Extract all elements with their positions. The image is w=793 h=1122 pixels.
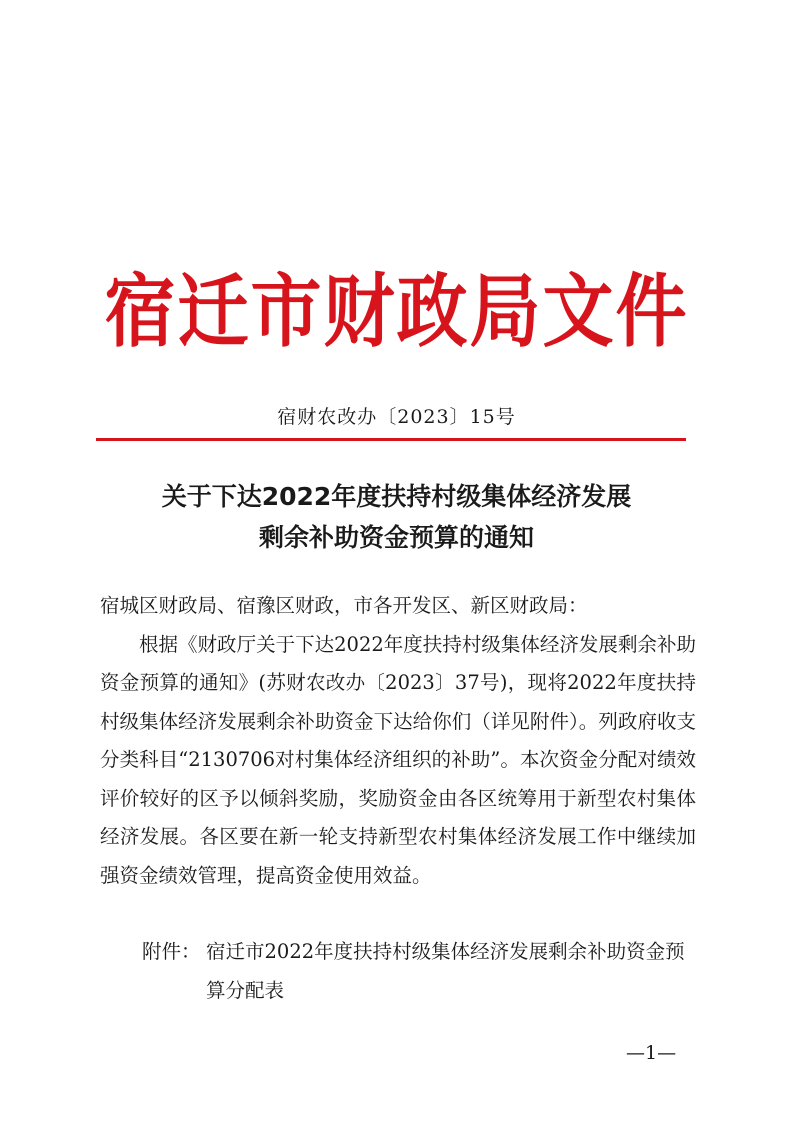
- attachment-text: 宿迁市2022年度扶持村级集体经济发展剩余补助资金预算分配表: [206, 940, 685, 1002]
- document-number: 宿财农改办〔2023〕15号: [277, 406, 516, 428]
- title-line-2: 剩余补助资金预算的通知: [258, 523, 534, 552]
- notice-body: [100, 587, 696, 895]
- attachment-label: 附件：: [142, 940, 201, 963]
- body-paragraph: 根据《财政厅关于下达2022年度扶持村级集体经济发展剩余补助资金预算的通知》(苏财农改办〔2023〕37号)，现将2022年度扶持村级集体经济发展剩余补助资金下达给你们（详见附件）。列政府收支分类科目“2130706对村集体经济组织的补助”。本次资金分配对绩效评价较好的区予以倾斜奖励，奖励资金由各区统筹用于新型农村集体经济发展。各区要在新一轮支持新型农村集体经济发展工作中继续加强资金绩效管理，提高资金使用效益。: [100, 632, 696, 887]
- attachment-note: [142, 933, 702, 1010]
- salutation: 宿城区财政局、宿豫区财政，市各开发区、新区财政局：: [100, 594, 588, 617]
- red-divider-line: [96, 438, 686, 441]
- page-number: —1—: [626, 1042, 677, 1064]
- title-line-1: 关于下达2022年度扶持村级集体经济发展: [161, 482, 632, 511]
- masthead-title: 宿迁市财政局文件: [104, 264, 689, 358]
- notice-title: [0, 476, 793, 558]
